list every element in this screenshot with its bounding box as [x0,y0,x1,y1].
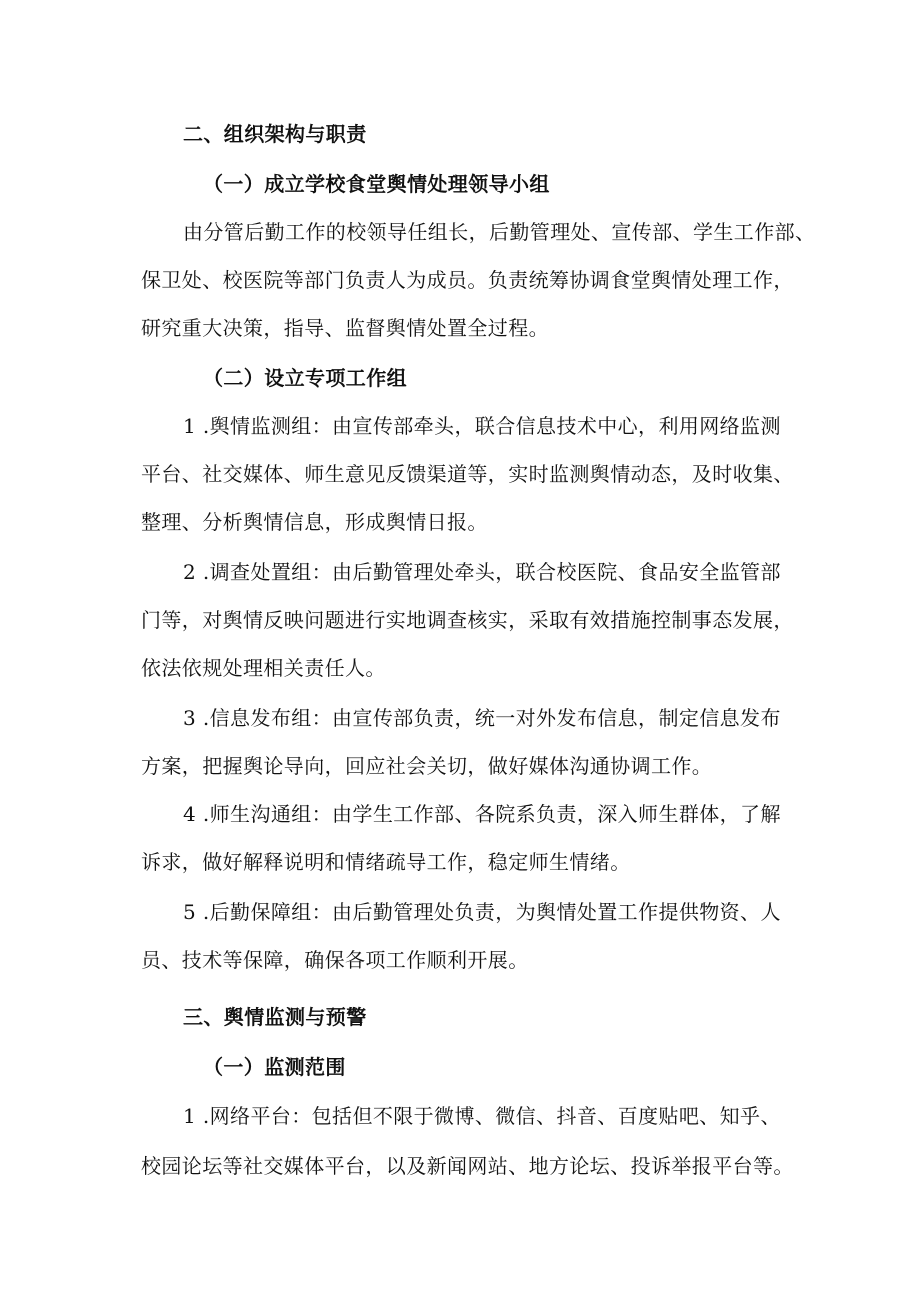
list-item-line: 诉求，做好解释说明和情绪疏导工作，稳定师生情绪。 [141,850,631,874]
list-item-line: 3 .信息发布组：由宣传部负责，统一对外发布信息，制定信息发布 [183,706,781,730]
list-item-line: 整理、分析舆情信息，形成舆情日报。 [141,510,488,534]
list-item-line: 平台、社交媒体、师生意见反馈渠道等，实时监测舆情动态，及时收集、 [141,462,794,486]
list-item-line: 依法依规处理相关责任人。 [141,656,386,680]
subsection-heading: （一）监测范围 [203,1055,346,1079]
section-heading: 二、组织架构与职责 [183,122,367,146]
list-item-line: 方案，把握舆论导向，回应社会关切，做好媒体沟通协调工作。 [141,754,713,778]
subsection-heading: （二）设立专项工作组 [203,366,407,390]
list-item-line: 1 .舆情监测组：由宣传部牵头，联合信息技术中心，利用网络监测 [183,414,781,438]
subsection-heading: （一）成立学校食堂舆情处理领导小组 [203,172,550,196]
paragraph-line: 由分管后勤工作的校领导任组长，后勤管理处、宣传部、学生工作部、 [183,220,816,244]
paragraph-line: 研究重大决策，指导、监督舆情处置全过程。 [141,316,549,340]
list-item-line: 2 .调查处置组：由后勤管理处牵头，联合校医院、食品安全监管部 [183,560,781,584]
list-item-line: 1 .网络平台：包括但不限于微博、微信、抖音、百度贴吧、知乎、 [183,1104,781,1128]
list-item-line: 5 .后勤保障组：由后勤管理处负责，为舆情处置工作提供物资、人 [183,900,781,924]
list-item-line: 4 .师生沟通组：由学生工作部、各院系负责，深入师生群体，了解 [183,802,781,826]
list-item-line: 校园论坛等社交媒体平台，以及新闻网站、地方论坛、投诉举报平台等。 [141,1154,794,1178]
list-item-line: 员、技术等保障，确保各项工作顺利开展。 [141,948,529,972]
paragraph-line: 保卫处、校医院等部门负责人为成员。负责统筹协调食堂舆情处理工作， [141,268,794,292]
section-heading: 三、舆情监测与预警 [183,1005,367,1029]
list-item-line: 门等，对舆情反映问题进行实地调查核实，采取有效措施控制事态发展， [141,608,794,632]
